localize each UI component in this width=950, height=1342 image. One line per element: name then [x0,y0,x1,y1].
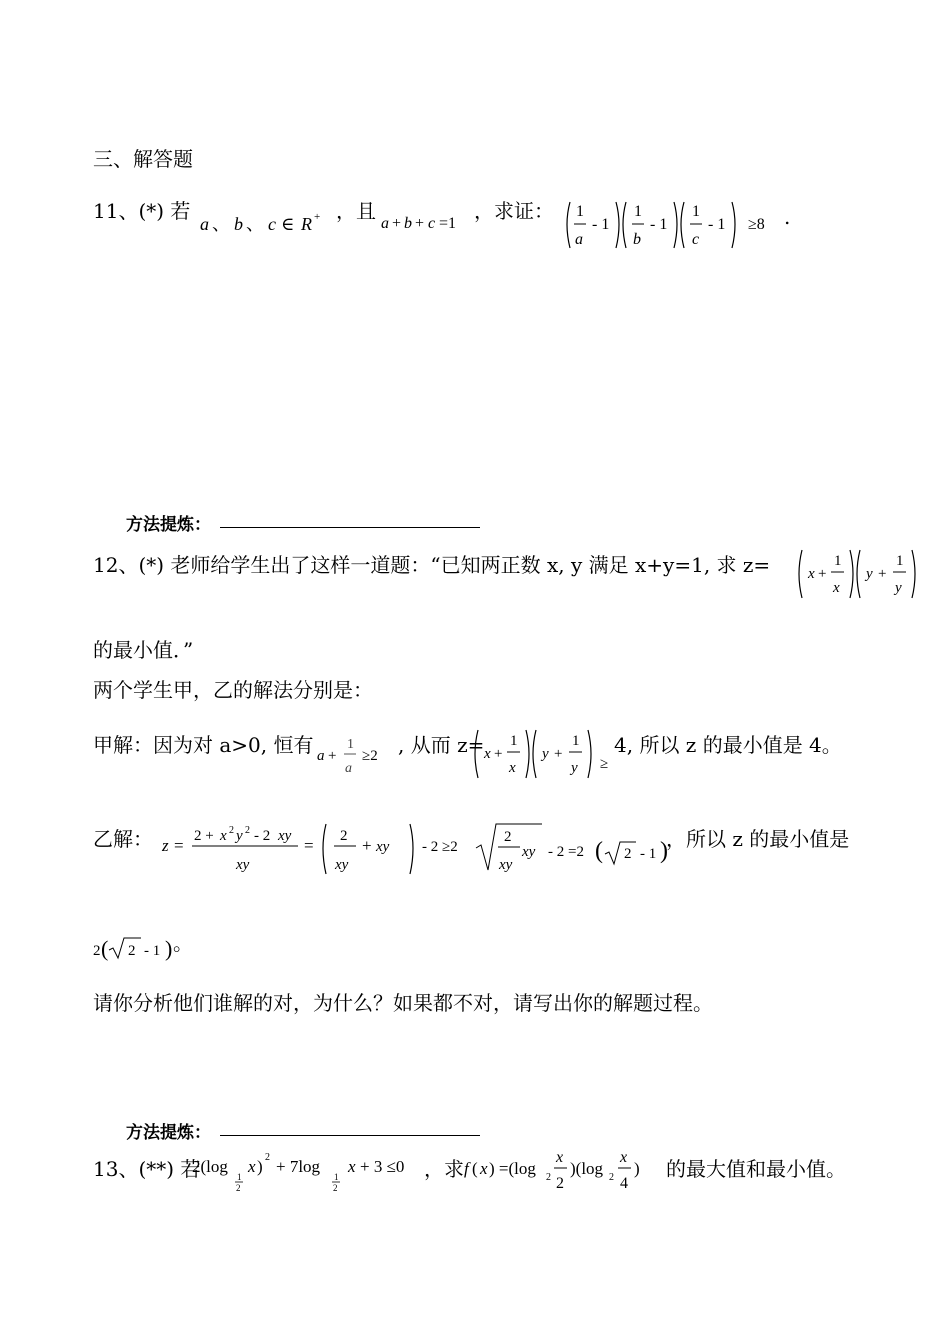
svg-text:y: y [542,746,549,762]
svg-text:- 2 ≥2: - 2 ≥2 [422,839,458,855]
student-a-inequality [314,728,400,780]
question-tail: 的最大值和最小值。 [666,1157,846,1181]
svg-text:- 1: - 1 [144,943,161,959]
svg-text:(: ( [472,1159,478,1178]
svg-text:=: = [304,836,314,855]
svg-text:R: R [301,214,312,234]
svg-text:b: b [234,214,243,234]
svg-text:2(log: 2(log [192,1157,228,1176]
svg-text:y: y [866,566,873,582]
svg-text:≥8: ≥8 [748,216,765,233]
svg-text:+: + [314,211,321,223]
svg-text:1: 1 [692,203,700,220]
svg-text:- 2 =2: - 2 =2 [548,844,584,860]
period: . [784,205,791,229]
svg-text:x: x [348,1157,356,1176]
svg-text:(: ( [101,936,109,961]
q11-sum-condition [378,206,478,234]
svg-text:1: 1 [634,203,642,220]
svg-text:+: + [878,566,887,582]
svg-text:2: 2 [333,1183,338,1193]
svg-text:+: + [328,748,337,764]
svg-text:): ) [660,838,668,864]
svg-text:+: + [415,215,425,232]
svg-text:1: 1 [572,733,580,749]
svg-text:- 1: - 1 [650,216,668,233]
separator: ，且 [336,199,376,223]
svg-text:∈: ∈ [281,214,295,234]
svg-text:x: x [620,1149,628,1166]
analysis-question: 请你分析他们谁解的对，为什么？如果都不对，请写出你的解题过程。 [93,991,713,1015]
svg-text:a: a [345,761,352,776]
svg-text:+: + [362,836,372,855]
svg-text:y: y [571,760,578,776]
svg-text:b: b [633,231,641,248]
svg-text:≥: ≥ [600,756,609,772]
svg-text:+ 7log: + 7log [276,1157,321,1176]
svg-text:2: 2 [236,1183,241,1193]
svg-text:1: 1 [896,553,904,569]
student-b-solution-prefix: 乙解： [93,827,153,851]
svg-text:a: a [575,231,583,248]
student-a-z-expression [472,726,620,784]
svg-text:1: 1 [576,203,584,220]
student-b-suffix: ，所以 z 的最小值是 [666,827,850,851]
svg-text:xy: xy [499,857,513,873]
svg-text:x: x [484,746,491,762]
svg-text:x: x [480,1159,488,1178]
svg-text:=1: =1 [439,215,457,232]
svg-text:2: 2 [609,1172,614,1183]
svg-text:、: 、 [212,214,230,234]
q13-condition-inequality [190,1146,430,1196]
svg-text:c: c [428,215,436,232]
svg-text:z: z [162,836,169,855]
svg-text:=: = [174,836,184,855]
svg-text:2: 2 [245,825,250,836]
svg-text:1: 1 [237,1172,242,1182]
svg-text:≥2: ≥2 [362,748,378,764]
result-end: 。 [173,931,193,955]
student-a-solution-prefix: 甲解：因为对 a>0, 恒有 [93,733,314,757]
svg-text:)(log: )(log [570,1159,604,1178]
svg-text:+ 3 ≤0: + 3 ≤0 [360,1157,405,1176]
svg-text:x: x [248,1157,256,1176]
section-title: 三、解答题 [93,147,193,171]
svg-text:- 1: - 1 [708,216,726,233]
svg-text:2: 2 [546,1172,551,1183]
svg-text:): ) [257,1157,263,1176]
prove-label: ，求证： [474,199,554,223]
student-b-derivation [158,820,672,880]
svg-text:x: x [808,566,815,582]
svg-text:x: x [556,1149,564,1166]
svg-text:2: 2 [340,828,348,844]
svg-text:f: f [464,1159,469,1178]
svg-text:2: 2 [128,943,136,959]
svg-text:2: 2 [556,1175,564,1192]
svg-text:a: a [381,215,389,232]
svg-text:1: 1 [347,737,354,752]
student-a-conclusion: 4, 所以 z 的最小值是 4。 [614,733,842,757]
svg-text:c: c [692,231,700,248]
svg-text:(: ( [595,838,603,864]
answer-blank-line [220,527,480,528]
svg-text:xy: xy [335,857,349,873]
svg-text:): ) [634,1159,640,1178]
svg-text:2 +: 2 + [194,828,214,844]
svg-text:y: y [895,580,902,596]
svg-text:x: x [509,760,516,776]
student-a-mid: , 从而 z= [398,733,485,757]
method-label: 方法提炼： [126,515,211,535]
separator: ，求 [424,1157,464,1181]
svg-text:c: c [268,214,276,234]
svg-text:+: + [818,566,827,582]
svg-text:x: x [220,828,227,844]
svg-text:b: b [404,215,412,232]
q13-function-definition [462,1144,672,1198]
svg-text:、: 、 [246,214,264,234]
svg-text:1: 1 [334,1172,339,1182]
svg-text:2: 2 [504,829,512,845]
answer-blank-line-2 [220,1135,480,1136]
solutions-intro: 两个学生甲，乙的解法分别是： [93,678,373,702]
q11-condition-set [196,206,336,236]
q12-z-expression [796,546,922,604]
svg-text:xy: xy [522,844,536,860]
svg-text:4: 4 [620,1175,628,1192]
question-tail: 的最小值．” [93,638,194,662]
svg-text:- 2: - 2 [254,828,271,844]
svg-text:2: 2 [229,825,234,836]
svg-text:xy: xy [236,857,250,873]
svg-text:2: 2 [93,943,101,959]
svg-text:a: a [200,214,209,234]
svg-text:+: + [392,215,402,232]
method-label-2: 方法提炼： [126,1123,211,1143]
svg-text:y: y [236,828,243,844]
svg-text:2: 2 [265,1152,270,1163]
svg-text:- 1: - 1 [592,216,610,233]
svg-text:xy: xy [376,839,390,855]
svg-text:+: + [554,746,563,762]
svg-text:+: + [494,746,503,762]
svg-text:- 1: - 1 [640,846,657,862]
svg-text:2: 2 [624,846,632,862]
question-number: 13、(**) 若 [93,1157,201,1181]
svg-text:) =(log: ) =(log [489,1159,536,1178]
svg-text:a: a [317,748,325,764]
question-number: 11、(*) 若 [93,199,191,223]
svg-text:1: 1 [834,553,842,569]
svg-text:1: 1 [510,733,518,749]
svg-text:): ) [165,936,173,961]
svg-text:xy: xy [278,828,292,844]
q11-conclusion-inequality [562,196,792,256]
question-text: 12、(*) 老师给学生出了这样一道题：“已知两正数 x, y 满足 x+y=1, 求 z= [93,553,771,577]
svg-text:x: x [833,580,840,596]
